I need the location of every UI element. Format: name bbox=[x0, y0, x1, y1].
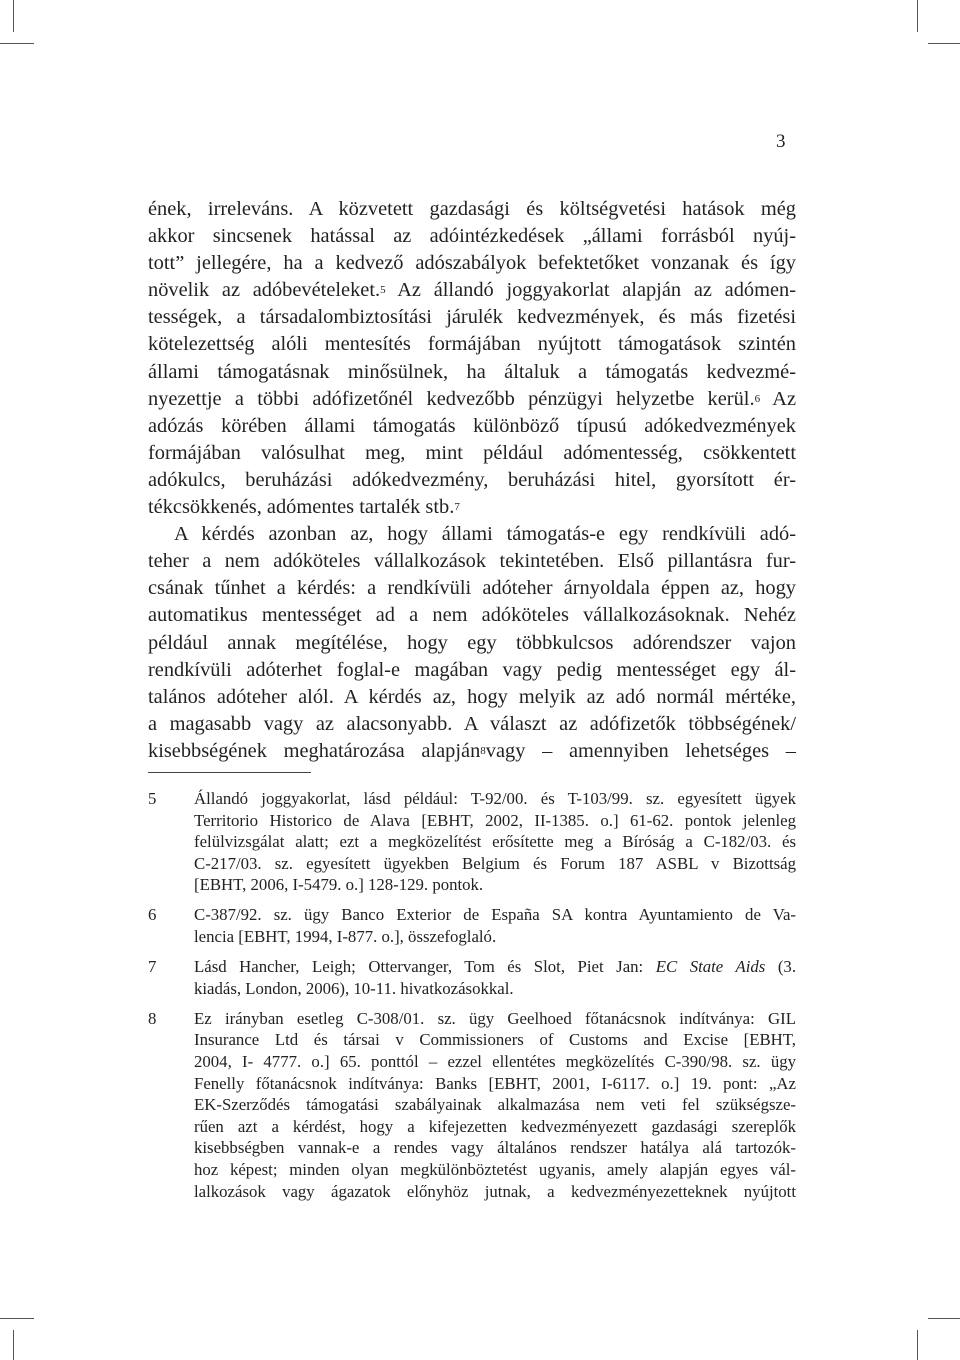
footnote-line: rűen azt a kérdést, hogy a kifejezetten kedvezményezett gazdasági szereplők bbox=[194, 1116, 796, 1136]
footnote-line: hoz képest; minden olyan megkülönböztetést ugyanis, amely alapján egyes vál- bbox=[194, 1160, 796, 1179]
body-line: csának tűnhet a kérdés: a rendkívüli adóteher árnyoldala éppen az, hogy bbox=[148, 577, 796, 600]
footnote-line: C-387/92. sz. ügy Banco Exterior de España SA kontra Ayuntamiento de Va- bbox=[194, 905, 796, 925]
body-line bbox=[148, 738, 796, 765]
body-text-run: Az bbox=[760, 387, 797, 410]
footnote-separator bbox=[148, 772, 311, 773]
footnote-line: Ez irányban esetleg C-308/01. sz. ügy Geelhoed főtanácsnok indítványa: GIL bbox=[194, 1008, 796, 1028]
body-line: kötelezettség alóli mentesítés formájában nyújtott támogatások szintén bbox=[148, 333, 796, 356]
body-line: automatikus mentességet ad a nem adóköteles vállalkozásoknak. Nehéz bbox=[148, 604, 796, 627]
body-line: állami támogatásnak minősülnek, ha általuk a támogatás kedvezmé- bbox=[148, 360, 796, 383]
body-line: A kérdés azonban az, hogy állami támogatás-e egy rendkívüli adó- bbox=[174, 523, 796, 546]
body-text-run: Az állandó joggyakorlat alapján az adómen- bbox=[385, 279, 796, 302]
crop-mark-bottom-left-horizontal bbox=[0, 1318, 34, 1319]
body-line bbox=[148, 386, 796, 413]
footnote-line: [EBHT, 2006, I-5479. o.] 128-129. pontok. bbox=[194, 875, 484, 895]
body-line: rendkívüli adóterhet foglal-e magában vagy pedig mentességet egy ál- bbox=[148, 658, 796, 681]
crop-mark-top-right-horizontal bbox=[928, 43, 960, 44]
footnote-ref-7[interactable]: 7 bbox=[454, 501, 460, 514]
body-line bbox=[148, 494, 796, 521]
body-line: tott” jellegére, ha a kedvező adószabályok befektetőket vonzanak és így bbox=[148, 252, 796, 275]
footnote-number: 7 bbox=[148, 957, 157, 977]
footnote-ref-5[interactable]: 5 bbox=[380, 284, 386, 297]
footnote-5 bbox=[148, 788, 796, 896]
footnotes bbox=[148, 788, 796, 1211]
footnote-text-run: (3. bbox=[765, 957, 797, 977]
footnote-line: kisebbségben vannak-e a rendes vagy általános rendszer hatálya alá tartozók- bbox=[194, 1138, 796, 1158]
body-text-run: vagy – amennyiben lehetséges – bbox=[485, 739, 796, 762]
crop-mark-top-left-vertical bbox=[13, 0, 14, 32]
body-text bbox=[148, 196, 796, 765]
footnote-number: 8 bbox=[148, 1008, 157, 1028]
body-line: talános adóteher alól. A kérdés az, hogy melyik az adó normál mértéke, bbox=[148, 685, 796, 708]
footnote-line: Insurance Ltd és társai v Commissioners of Customs and Excise [EBHT, bbox=[194, 1030, 796, 1050]
body-line: adókulcs, beruházási adókedvezmény, beruházási hitel, gyorsított ér- bbox=[148, 468, 796, 491]
body-text-run: növelik az adóbevételeket. bbox=[148, 279, 381, 302]
footnote-ref-8[interactable]: 8 bbox=[480, 744, 486, 757]
footnote-line: lencia [EBHT, 1994, I-877. o.], összefoglaló. bbox=[194, 927, 497, 947]
footnote-line: lalkozások vagy ágazatok előnyhöz jutnak, a kedvezményezetteknek nyújtott bbox=[194, 1181, 796, 1201]
footnote-line bbox=[194, 956, 796, 978]
crop-mark-bottom-right-horizontal bbox=[928, 1318, 960, 1319]
crop-mark-top-left-horizontal bbox=[0, 43, 34, 44]
footnote-line: kiadás, London, 2006), 10-11. hivatkozásokkal. bbox=[194, 978, 514, 998]
body-line: akkor sincsenek hatással az adóintézkedések „állami forrásból nyúj- bbox=[148, 225, 796, 248]
body-line: tességek, a társadalombiztosítási járulék kedvezmények, és más fizetési bbox=[148, 306, 796, 329]
footnote-number: 6 bbox=[148, 905, 157, 925]
footnote-8 bbox=[148, 1008, 796, 1202]
body-text-run: tékcsökkenés, adómentes tartalék stb. bbox=[148, 496, 455, 519]
page-number: 3 bbox=[776, 131, 786, 152]
crop-mark-bottom-right-vertical bbox=[917, 1330, 918, 1360]
body-line: ének, irreleváns. A közvetett gazdasági és költségvetési hatások még bbox=[148, 198, 796, 220]
body-line bbox=[148, 277, 796, 304]
body-line: formájában valósulhat meg, mint például adómentesség, csökkentett bbox=[148, 441, 796, 464]
footnote-line: EK-Szerződés támogatási szabályainak alkalmazása nem veti fel szükségsze- bbox=[194, 1095, 796, 1115]
footnote-line: Territorio Historico de Alava [EBHT, 2002, II-1385. o.] 61-62. pontok jelenleg bbox=[194, 810, 796, 830]
footnote-number: 5 bbox=[148, 789, 157, 808]
book-title: EC State Aids bbox=[655, 957, 766, 977]
body-line: adózás körében állami támogatás különböző típusú adókedvezmények bbox=[148, 414, 796, 437]
body-line: teher a nem adóköteles vállalkozások tekintetében. Első pillantásra fur- bbox=[148, 550, 796, 573]
footnote-line: 2004, I- 4777. o.] 65. ponttól – ezzel ellentétes megközelítés C-390/98. sz. ügy bbox=[194, 1052, 796, 1072]
footnote-ref-6[interactable]: 6 bbox=[754, 392, 761, 405]
body-text-run: nyezettje a többi adófizetőnél kedvezőbb pénzügyi helyzetbe kerül. bbox=[148, 387, 755, 410]
footnote-6 bbox=[148, 904, 796, 947]
footnote-7 bbox=[148, 956, 796, 999]
body-text-run: kisebbségének meghatározása alapján bbox=[148, 739, 481, 762]
footnote-line: Állandó joggyakorlat, lásd például: T-92/00. és T-103/99. sz. egyesített ügyek bbox=[194, 789, 796, 808]
footnote-line: Fenelly főtanácsnok indítványa: Banks [EBHT, 2001, I-6117. o.] 19. pont: „Az bbox=[194, 1073, 796, 1093]
footnote-line: C-217/03. sz. egyesített ügyekben Belgium és Forum 187 ASBL v Bizottság bbox=[194, 853, 796, 873]
footnote-text-run: Lásd Hancher, Leigh; Ottervanger, Tom és Slot, Piet Jan: bbox=[194, 957, 656, 977]
crop-mark-bottom-left-vertical bbox=[13, 1330, 14, 1360]
crop-mark-top-right-vertical bbox=[917, 0, 918, 32]
footnote-line: felülvizsgálat alatt; ezt a megközelítést erősítette meg a Bíróság a C-182/03. és bbox=[194, 832, 796, 852]
body-line: a magasabb vagy az alacsonyabb. A választ az adófizetők többségének/ bbox=[148, 712, 796, 735]
body-line: például annak megítélése, hogy egy többkulcsos adórendszer vajon bbox=[148, 631, 796, 654]
